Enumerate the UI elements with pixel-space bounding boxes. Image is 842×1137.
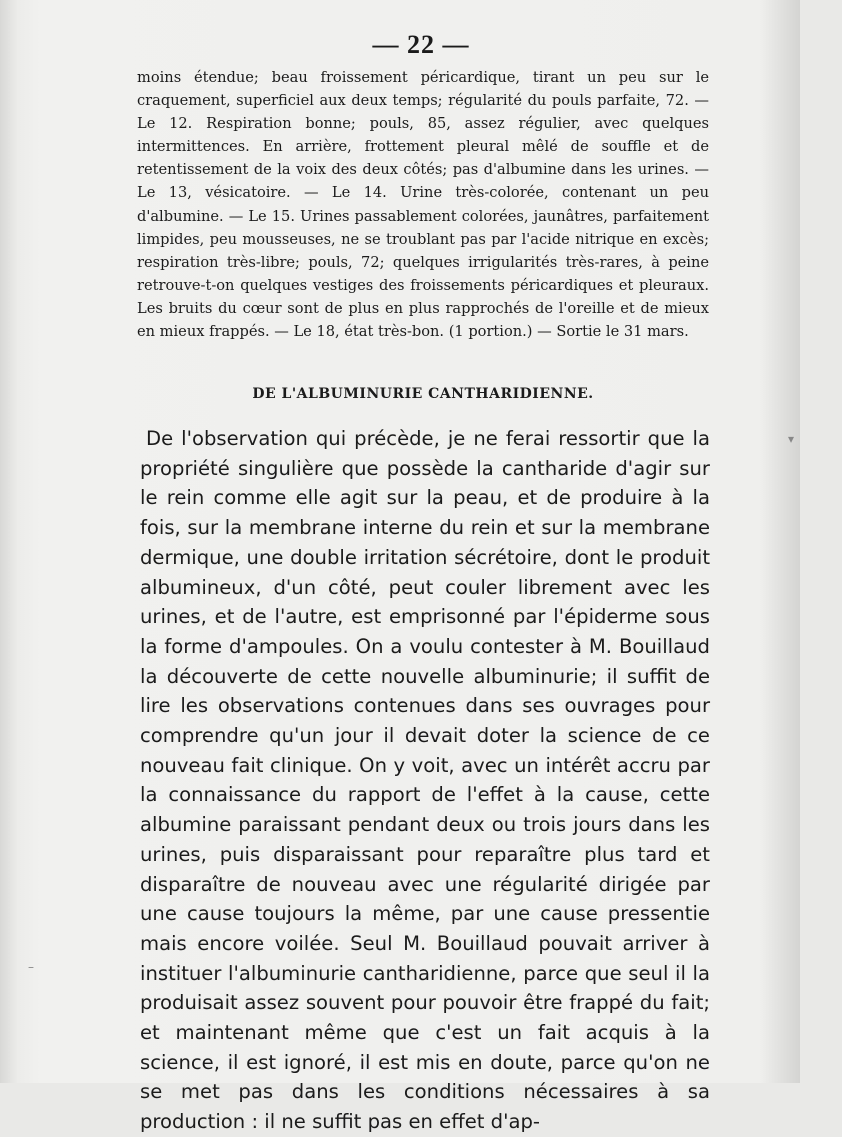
case-notes-paragraph: moins étendue; beau froissement péricardique, tirant un peu sur le craquement, superficiel aux deux temps; régularité du pouls parfaite, 72. — Le 12. Respiration bonne; pouls, 85, assez régulier, avec quelques intermittences. En arrière, frottement pleural mêlé de souffle et de retentissement de la voix des deux côtés; pas d'albumine dans les urines. — Le 13, vésicatoire. — Le 14. Urine très-colorée, contenant un peu d'albumine. — Le 15. Urines passablement colorées, jaunâtres, parfaitement limpides, peu mousseuses, ne se troublant pas par l'acide nitrique en excès; respiration très-libre; pouls, 72; quelques irrigularités très-rares, à peine retrouve-t-on quelques vestiges des froissements péricardiques et pleuraux. Les bruits du cœur sont de plus en plus rapprochés de l'oreille et de mieux en mieux frappés. — Le 18, état très-bon. (1 portion.) — Sortie le 31 mars. [137,69,709,341]
margin-dash-mark: – [28,960,34,974]
page-number: — 22 — [372,30,470,59]
body-paragraph: De l'observation qui précède, je ne ferai ressortir que la propriété singulière que possède la cantharide d'agir sur le rein comme elle agit sur la peau, et de produire à la fois, sur la membrane interne du rein et sur la membrane dermique, une double irritation sécrétoire, dont le produit albumineux, d'un côté, peut couler librement avec les urines, et de l'autre, est emprisonné par l'épiderme sous la forme d'ampoules. On a voulu contester à M. Bouillaud la découverte de cette nouvelle albuminurie; il suffit de lire les observations contenues dans ses ouvrages pour comprendre qu'un jour il devait doter la science de ce nouveau fait clinique. On y voit, avec un intérêt accru par la connaissance du rapport de l'effet à la cause, cette albumine paraissant pendant deux ou trois jours dans les urines, puis disparaissant pour reparaître plus tard et disparaître de nouveau avec une régularité dirigée par une cause toujours la même, par une cause pressentie mais encore voilée. Seul M. Bouillaud pouvait arriver à instituer l'albuminurie cantharidienne, parce que seul il la produisait assez souvent pour pouvoir être frappé du fait; et maintenant même que c'est un fait acquis à la science, il est ignoré, il est mis en doute, parce qu'on ne se met pas dans les conditions nécessaires à sa production : il ne suffit pas en effet d'ap- [140,427,710,1134]
margin-speck-mark: ▾ [788,432,795,446]
case-notes-block [137,66,709,343]
body-text-block [140,424,710,1137]
section-heading: DE L'ALBUMINURIE CANTHARIDIENNE. [252,386,594,402]
